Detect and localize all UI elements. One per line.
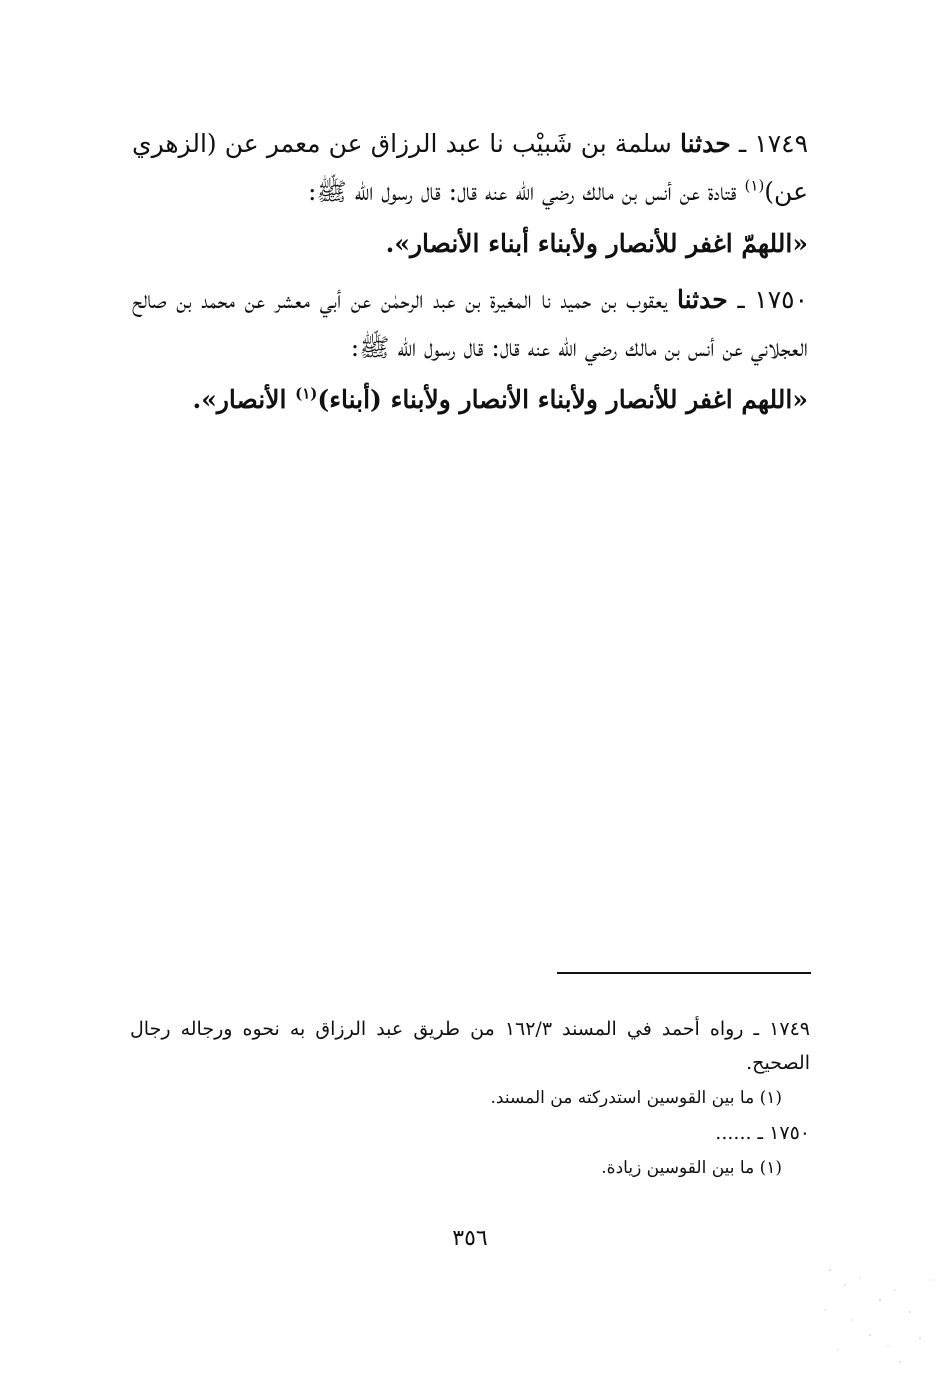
scan-speckles (800, 1250, 941, 1376)
matn-text: الأنصار». (192, 385, 287, 414)
main-text (132, 120, 808, 432)
narration-keyword: حدثنا (676, 285, 728, 314)
hadith-1750 (132, 276, 808, 372)
footnote-1750-note: (١) ما بين القوسين زيادة. (601, 1158, 782, 1178)
hadith-1749 (132, 120, 808, 216)
isnad-text: قتادة عن أنس بن مالك رضي الله عنه قال: قال رسول الله ﷺ: (308, 177, 737, 206)
footnote-1749-note: (١) ما بين القوسين استدركته من المسند. (490, 1088, 782, 1108)
page-number: ٣٥٦ (452, 1226, 488, 1251)
hadith-number: ١٧٥٠ ـ (737, 285, 808, 314)
isnad-text: يعقوب بن حميد نا المغيرة بن عبد الرحمٰن عن أبي معشر عن محمد بن صالح العجلاني عن أنس بن مالك رضي الله عنه قال: قال رسول الله ﷺ: (132, 285, 808, 362)
footnote-1749: ١٧٤٩ ـ رواه أحمد في المسند ١٦٢/٣ من طريق عبد الرزاق به نحوه ورجاله رجال الصحيح. (130, 1018, 810, 1074)
footnote-marker: (١) (295, 384, 318, 403)
isnad-text: سلمة بن شَبيْب نا عبد الرزاق عن معمر عن (الزهري عن) (132, 129, 808, 206)
hadith-matn: «اللهمّ اغفر للأنصار ولأبناء أبناء الأنصار». (385, 229, 808, 258)
footnote-divider (557, 972, 811, 974)
footnotes (130, 1012, 810, 1184)
hadith-matn (132, 376, 808, 424)
hadith-number: ١٧٤٩ ـ (738, 129, 809, 158)
footnote-marker: (١) (744, 176, 765, 195)
footnote-1750: ١٧٥٠ ـ ...... (715, 1122, 810, 1144)
matn-text: «اللهم اغفر للأنصار ولأبناء الأنصار ولأبناء (أبناء) (317, 385, 808, 414)
narration-keyword: حدثنا (680, 129, 731, 158)
